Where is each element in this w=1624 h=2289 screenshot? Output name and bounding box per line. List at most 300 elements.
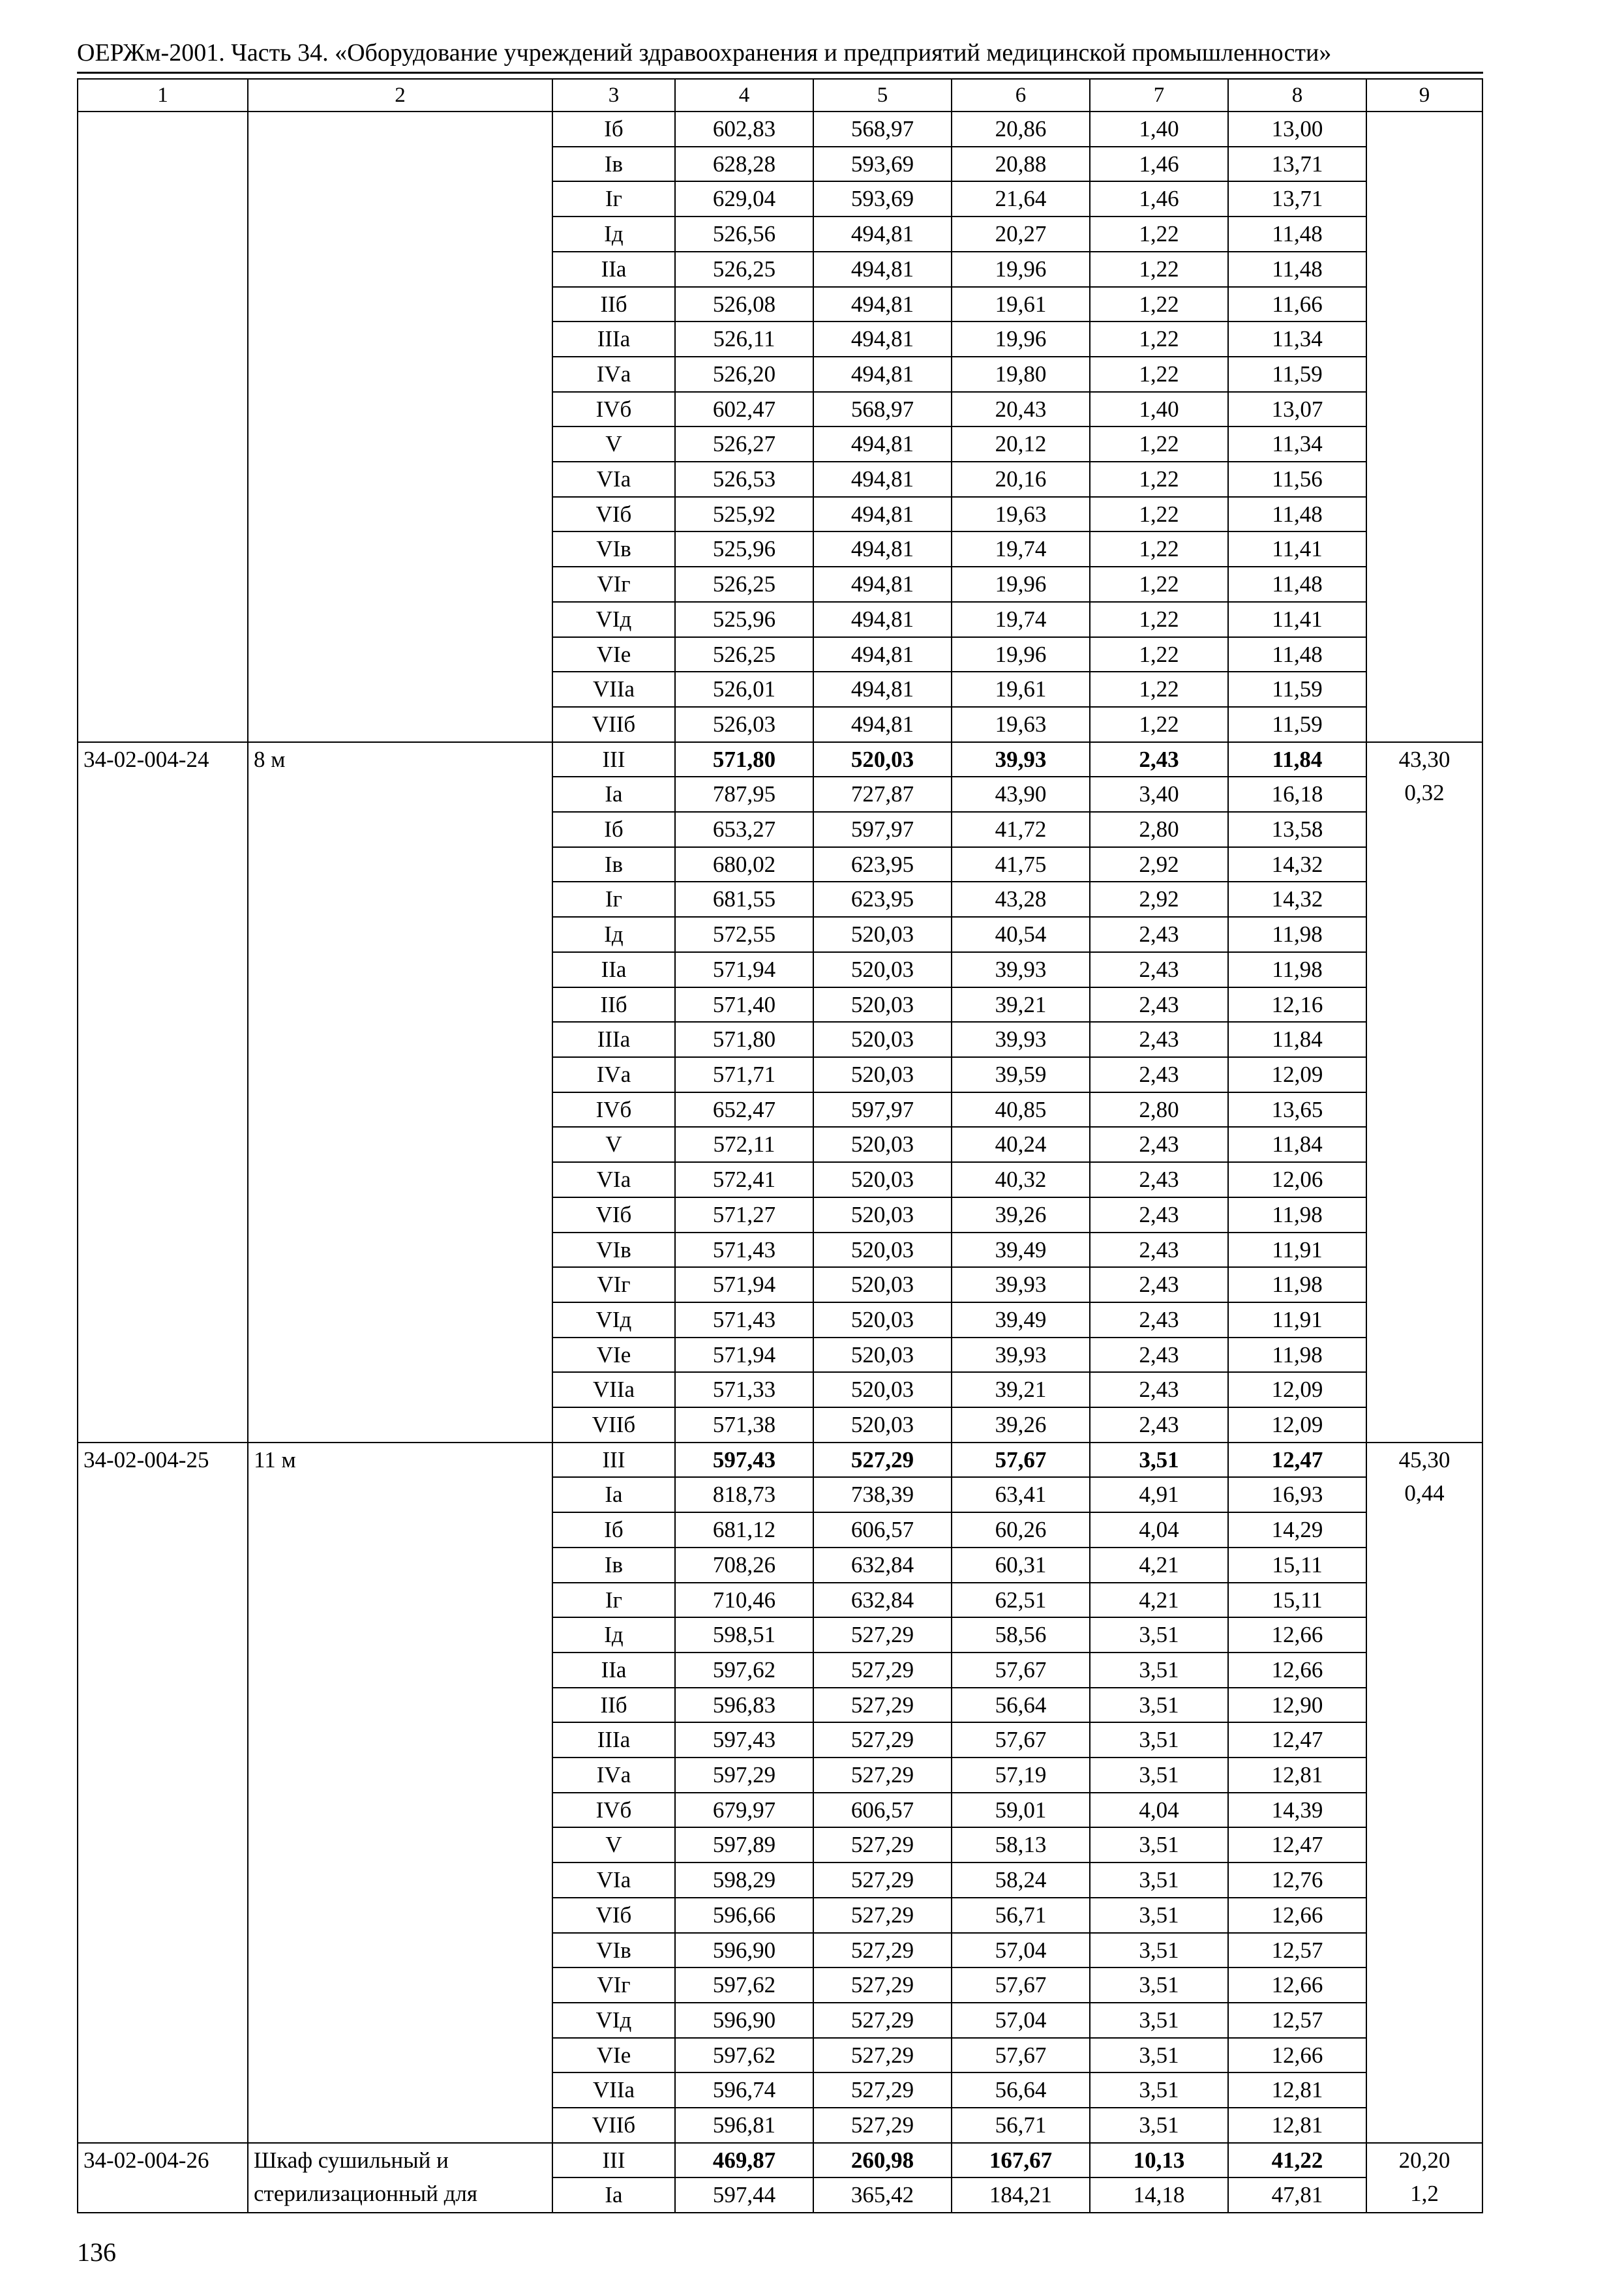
cost-machines-cell: 57,04 bbox=[952, 2003, 1090, 2038]
zone-cell: VIг bbox=[552, 1967, 675, 2003]
cost-operators-cell: 1,22 bbox=[1090, 672, 1228, 707]
table-row bbox=[78, 112, 1482, 147]
zone-cell: Iб bbox=[552, 1512, 675, 1548]
cost-total-cell: 598,29 bbox=[675, 1863, 813, 1898]
cost-materials-cell: 12,66 bbox=[1228, 1898, 1366, 1933]
cost-operators-cell: 3,51 bbox=[1090, 1933, 1228, 1968]
cost-machines-cell: 19,63 bbox=[952, 497, 1090, 532]
cost-total-cell: 598,51 bbox=[675, 1617, 813, 1653]
cost-total-cell: 597,62 bbox=[675, 1967, 813, 2003]
cost-labor-cell: 520,03 bbox=[813, 1162, 952, 1197]
cost-total-cell: 572,41 bbox=[675, 1162, 813, 1197]
cost-materials-cell: 12,66 bbox=[1228, 1617, 1366, 1653]
column-number: 5 bbox=[813, 79, 952, 112]
cost-operators-cell: 1,22 bbox=[1090, 531, 1228, 567]
cost-materials-cell: 41,22 bbox=[1228, 2143, 1366, 2178]
cost-materials-cell: 12,47 bbox=[1228, 1827, 1366, 1863]
cost-machines-cell: 57,67 bbox=[952, 2038, 1090, 2073]
cost-labor-cell: 494,81 bbox=[813, 357, 952, 392]
cost-materials-cell: 12,81 bbox=[1228, 1758, 1366, 1793]
cost-operators-cell: 1,22 bbox=[1090, 497, 1228, 532]
cost-total-cell: 572,55 bbox=[675, 917, 813, 952]
cost-total-cell: 526,01 bbox=[675, 672, 813, 707]
zone-cell: VIа bbox=[552, 1863, 675, 1898]
cost-labor-cell: 527,29 bbox=[813, 1898, 952, 1933]
item-name: 8 м bbox=[248, 742, 552, 1443]
cost-operators-cell: 2,43 bbox=[1090, 1372, 1228, 1407]
cost-materials-cell: 11,98 bbox=[1228, 917, 1366, 952]
cost-total-cell: 469,87 bbox=[675, 2143, 813, 2178]
cost-machines-cell: 43,90 bbox=[952, 777, 1090, 812]
cost-operators-cell: 1,40 bbox=[1090, 112, 1228, 147]
cost-total-cell: 571,71 bbox=[675, 1057, 813, 1092]
cost-operators-cell: 2,43 bbox=[1090, 1022, 1228, 1057]
cost-labor-cell: 494,81 bbox=[813, 567, 952, 602]
zone-cell: VIа bbox=[552, 1162, 675, 1197]
cost-materials-cell: 11,59 bbox=[1228, 672, 1366, 707]
cost-total-cell: 680,02 bbox=[675, 847, 813, 882]
cost-operators-cell: 1,22 bbox=[1090, 287, 1228, 322]
cost-total-cell: 597,43 bbox=[675, 1722, 813, 1758]
cost-labor-cell: 520,03 bbox=[813, 952, 952, 987]
cost-operators-cell: 2,43 bbox=[1090, 1233, 1228, 1268]
cost-machines-cell: 20,27 bbox=[952, 217, 1090, 252]
cost-operators-cell: 3,51 bbox=[1090, 2003, 1228, 2038]
zone-cell: Iб bbox=[552, 112, 675, 147]
cost-machines-cell: 56,71 bbox=[952, 2108, 1090, 2143]
cost-materials-cell: 12,47 bbox=[1228, 1722, 1366, 1758]
cost-labor-cell: 520,03 bbox=[813, 987, 952, 1023]
cost-labor-cell: 606,57 bbox=[813, 1512, 952, 1548]
cost-machines-cell: 21,64 bbox=[952, 181, 1090, 217]
cost-labor-cell: 520,03 bbox=[813, 1372, 952, 1407]
zone-cell: IIа bbox=[552, 252, 675, 287]
labor-cell bbox=[1366, 2143, 1482, 2213]
cost-total-cell: 596,90 bbox=[675, 1933, 813, 1968]
cost-total-cell: 571,94 bbox=[675, 1267, 813, 1302]
cost-materials-cell: 12,81 bbox=[1228, 2108, 1366, 2143]
cost-operators-cell: 2,43 bbox=[1090, 1338, 1228, 1373]
cost-operators-cell: 2,43 bbox=[1090, 1057, 1228, 1092]
cost-materials-cell: 11,84 bbox=[1228, 742, 1366, 777]
cost-machines-cell: 56,64 bbox=[952, 1688, 1090, 1723]
labor-value: 1,2 bbox=[1410, 2181, 1439, 2207]
cost-materials-cell: 12,09 bbox=[1228, 1407, 1366, 1443]
zone-cell: Iд bbox=[552, 917, 675, 952]
zone-cell: IIб bbox=[552, 987, 675, 1023]
cost-machines-cell: 39,49 bbox=[952, 1302, 1090, 1338]
cost-total-cell: 596,74 bbox=[675, 2072, 813, 2108]
cost-labor-cell: 520,03 bbox=[813, 1057, 952, 1092]
cost-labor-cell: 527,29 bbox=[813, 1967, 952, 2003]
cost-materials-cell: 11,48 bbox=[1228, 217, 1366, 252]
column-number: 7 bbox=[1090, 79, 1228, 112]
cost-materials-cell: 11,34 bbox=[1228, 322, 1366, 357]
cost-total-cell: 571,27 bbox=[675, 1197, 813, 1233]
zone-cell: Iв bbox=[552, 147, 675, 182]
cost-machines-cell: 56,64 bbox=[952, 2072, 1090, 2108]
cost-total-cell: 597,62 bbox=[675, 2038, 813, 2073]
zone-cell: IIIа bbox=[552, 1722, 675, 1758]
cost-machines-cell: 40,24 bbox=[952, 1127, 1090, 1162]
cost-operators-cell: 1,46 bbox=[1090, 181, 1228, 217]
cost-operators-cell: 2,43 bbox=[1090, 1162, 1228, 1197]
cost-total-cell: 818,73 bbox=[675, 1477, 813, 1512]
cost-operators-cell: 2,43 bbox=[1090, 1197, 1228, 1233]
cost-materials-cell: 16,93 bbox=[1228, 1477, 1366, 1512]
cost-machines-cell: 39,59 bbox=[952, 1057, 1090, 1092]
zone-cell: VIг bbox=[552, 567, 675, 602]
cost-total-cell: 596,90 bbox=[675, 2003, 813, 2038]
cost-machines-cell: 56,71 bbox=[952, 1898, 1090, 1933]
header-rule bbox=[77, 72, 1483, 74]
cost-materials-cell: 47,81 bbox=[1228, 2177, 1366, 2213]
cost-operators-cell: 3,51 bbox=[1090, 1967, 1228, 2003]
cost-labor-cell: 568,97 bbox=[813, 112, 952, 147]
cost-materials-cell: 11,48 bbox=[1228, 637, 1366, 672]
cost-machines-cell: 57,67 bbox=[952, 1722, 1090, 1758]
cost-total-cell: 652,47 bbox=[675, 1092, 813, 1128]
cost-machines-cell: 19,61 bbox=[952, 287, 1090, 322]
zone-cell: IIб bbox=[552, 287, 675, 322]
cost-total-cell: 571,80 bbox=[675, 742, 813, 777]
cost-labor-cell: 527,29 bbox=[813, 1933, 952, 1968]
cost-machines-cell: 19,74 bbox=[952, 602, 1090, 637]
cost-materials-cell: 11,98 bbox=[1228, 1338, 1366, 1373]
cost-labor-cell: 494,81 bbox=[813, 602, 952, 637]
cost-labor-cell: 597,97 bbox=[813, 1092, 952, 1128]
zone-cell: VIIа bbox=[552, 2072, 675, 2108]
cost-total-cell: 526,25 bbox=[675, 567, 813, 602]
zone-cell: Iд bbox=[552, 217, 675, 252]
cost-operators-cell: 3,51 bbox=[1090, 2038, 1228, 2073]
zone-cell: IIIа bbox=[552, 1022, 675, 1057]
zone-cell: IIб bbox=[552, 1688, 675, 1723]
cost-labor-cell: 260,98 bbox=[813, 2143, 952, 2178]
cost-total-cell: 526,56 bbox=[675, 217, 813, 252]
zone-cell: VIIа bbox=[552, 1372, 675, 1407]
cost-labor-cell: 597,97 bbox=[813, 812, 952, 847]
column-number-row bbox=[78, 79, 1482, 112]
cost-materials-cell: 12,16 bbox=[1228, 987, 1366, 1023]
zone-cell: Iа bbox=[552, 2177, 675, 2213]
cost-total-cell: 526,20 bbox=[675, 357, 813, 392]
zone-cell: Iа bbox=[552, 1477, 675, 1512]
cost-labor-cell: 632,84 bbox=[813, 1583, 952, 1618]
page-number: 136 bbox=[77, 2237, 116, 2267]
cost-labor-cell: 527,29 bbox=[813, 1653, 952, 1688]
zone-cell: VIд bbox=[552, 1302, 675, 1338]
cost-operators-cell: 3,40 bbox=[1090, 777, 1228, 812]
cost-operators-cell: 4,21 bbox=[1090, 1548, 1228, 1583]
labor-cell bbox=[1366, 742, 1482, 1443]
labor-value: 20,20 bbox=[1398, 2147, 1451, 2173]
zone-cell: Iв bbox=[552, 847, 675, 882]
cost-total-cell: 708,26 bbox=[675, 1548, 813, 1583]
table-row bbox=[78, 1443, 1482, 1478]
cost-operators-cell: 3,51 bbox=[1090, 1617, 1228, 1653]
cost-labor-cell: 527,29 bbox=[813, 1863, 952, 1898]
zone-cell: VIв bbox=[552, 1233, 675, 1268]
cost-machines-cell: 39,21 bbox=[952, 1372, 1090, 1407]
labor-value: 0,44 bbox=[1404, 1480, 1445, 1506]
cost-operators-cell: 1,22 bbox=[1090, 322, 1228, 357]
cost-labor-cell: 527,29 bbox=[813, 1688, 952, 1723]
cost-machines-cell: 167,67 bbox=[952, 2143, 1090, 2178]
cost-labor-cell: 494,81 bbox=[813, 462, 952, 497]
cost-operators-cell: 1,46 bbox=[1090, 147, 1228, 182]
cost-machines-cell: 19,96 bbox=[952, 322, 1090, 357]
cost-labor-cell: 494,81 bbox=[813, 531, 952, 567]
cost-labor-cell: 606,57 bbox=[813, 1793, 952, 1828]
cost-machines-cell: 57,67 bbox=[952, 1443, 1090, 1478]
zone-cell: V bbox=[552, 1127, 675, 1162]
cost-total-cell: 597,44 bbox=[675, 2177, 813, 2213]
cost-total-cell: 597,62 bbox=[675, 1653, 813, 1688]
cost-total-cell: 571,94 bbox=[675, 1338, 813, 1373]
cost-total-cell: 526,25 bbox=[675, 252, 813, 287]
cost-operators-cell: 1,22 bbox=[1090, 567, 1228, 602]
cost-materials-cell: 14,29 bbox=[1228, 1512, 1366, 1548]
cost-machines-cell: 39,26 bbox=[952, 1407, 1090, 1443]
cost-operators-cell: 3,51 bbox=[1090, 1758, 1228, 1793]
column-number: 8 bbox=[1228, 79, 1366, 112]
labor-value: 43,30 bbox=[1398, 746, 1451, 772]
cost-labor-cell: 494,81 bbox=[813, 426, 952, 462]
cost-materials-cell: 13,65 bbox=[1228, 1092, 1366, 1128]
zone-cell: Iг bbox=[552, 1583, 675, 1618]
zone-cell: IIIа bbox=[552, 322, 675, 357]
cost-total-cell: 602,47 bbox=[675, 392, 813, 427]
cost-total-cell: 597,43 bbox=[675, 1443, 813, 1478]
cost-labor-cell: 527,29 bbox=[813, 1617, 952, 1653]
cost-labor-cell: 527,29 bbox=[813, 1443, 952, 1478]
cost-operators-cell: 4,91 bbox=[1090, 1477, 1228, 1512]
cost-materials-cell: 12,09 bbox=[1228, 1372, 1366, 1407]
zone-cell: Iд bbox=[552, 1617, 675, 1653]
cost-total-cell: 526,53 bbox=[675, 462, 813, 497]
cost-labor-cell: 527,29 bbox=[813, 2072, 952, 2108]
cost-materials-cell: 11,34 bbox=[1228, 426, 1366, 462]
table-row bbox=[78, 742, 1482, 777]
cost-labor-cell: 520,03 bbox=[813, 1233, 952, 1268]
cost-machines-cell: 20,88 bbox=[952, 147, 1090, 182]
cost-machines-cell: 43,28 bbox=[952, 882, 1090, 917]
cost-machines-cell: 57,67 bbox=[952, 1653, 1090, 1688]
cost-operators-cell: 2,43 bbox=[1090, 987, 1228, 1023]
cost-materials-cell: 11,84 bbox=[1228, 1127, 1366, 1162]
cost-labor-cell: 494,81 bbox=[813, 322, 952, 357]
cost-operators-cell: 4,21 bbox=[1090, 1583, 1228, 1618]
cost-total-cell: 597,89 bbox=[675, 1827, 813, 1863]
cost-operators-cell: 14,18 bbox=[1090, 2177, 1228, 2213]
cost-operators-cell: 2,43 bbox=[1090, 1267, 1228, 1302]
cost-machines-cell: 19,63 bbox=[952, 707, 1090, 742]
cost-machines-cell: 39,49 bbox=[952, 1233, 1090, 1268]
zone-cell: VIв bbox=[552, 1933, 675, 1968]
cost-labor-cell: 527,29 bbox=[813, 2038, 952, 2073]
cost-materials-cell: 11,56 bbox=[1228, 462, 1366, 497]
cost-machines-cell: 59,01 bbox=[952, 1793, 1090, 1828]
cost-labor-cell: 527,29 bbox=[813, 1827, 952, 1863]
column-number: 6 bbox=[952, 79, 1090, 112]
cost-materials-cell: 13,07 bbox=[1228, 392, 1366, 427]
cost-labor-cell: 623,95 bbox=[813, 882, 952, 917]
cost-labor-cell: 494,81 bbox=[813, 217, 952, 252]
cost-materials-cell: 12,09 bbox=[1228, 1057, 1366, 1092]
cost-materials-cell: 11,48 bbox=[1228, 252, 1366, 287]
cost-machines-cell: 20,16 bbox=[952, 462, 1090, 497]
cost-total-cell: 571,80 bbox=[675, 1022, 813, 1057]
cost-machines-cell: 58,56 bbox=[952, 1617, 1090, 1653]
cost-labor-cell: 593,69 bbox=[813, 181, 952, 217]
cost-materials-cell: 14,32 bbox=[1228, 882, 1366, 917]
cost-operators-cell: 2,80 bbox=[1090, 1092, 1228, 1128]
cost-machines-cell: 39,93 bbox=[952, 1338, 1090, 1373]
cost-operators-cell: 3,51 bbox=[1090, 1653, 1228, 1688]
cost-total-cell: 572,11 bbox=[675, 1127, 813, 1162]
zone-cell: Iг bbox=[552, 181, 675, 217]
zone-cell: VIIб bbox=[552, 1407, 675, 1443]
zone-cell: VIе bbox=[552, 1338, 675, 1373]
cost-labor-cell: 520,03 bbox=[813, 1022, 952, 1057]
cost-labor-cell: 593,69 bbox=[813, 147, 952, 182]
labor-value: 45,30 bbox=[1398, 1446, 1451, 1473]
cost-labor-cell: 494,81 bbox=[813, 637, 952, 672]
zone-cell: IVб bbox=[552, 1092, 675, 1128]
cost-labor-cell: 494,81 bbox=[813, 672, 952, 707]
cost-machines-cell: 58,13 bbox=[952, 1827, 1090, 1863]
cost-operators-cell: 3,51 bbox=[1090, 1722, 1228, 1758]
cost-materials-cell: 11,98 bbox=[1228, 1267, 1366, 1302]
zone-cell: IVб bbox=[552, 392, 675, 427]
cost-machines-cell: 57,04 bbox=[952, 1933, 1090, 1968]
cost-total-cell: 571,43 bbox=[675, 1302, 813, 1338]
cost-materials-cell: 14,39 bbox=[1228, 1793, 1366, 1828]
cost-machines-cell: 19,96 bbox=[952, 567, 1090, 602]
item-code bbox=[78, 112, 248, 742]
zone-cell: VIе bbox=[552, 637, 675, 672]
zone-cell: III bbox=[552, 742, 675, 777]
cost-machines-cell: 19,80 bbox=[952, 357, 1090, 392]
cost-machines-cell: 39,93 bbox=[952, 1267, 1090, 1302]
zone-cell: VIIб bbox=[552, 2108, 675, 2143]
cost-materials-cell: 12,66 bbox=[1228, 2038, 1366, 2073]
cost-machines-cell: 57,67 bbox=[952, 1967, 1090, 2003]
item-name bbox=[248, 112, 552, 742]
cost-labor-cell: 738,39 bbox=[813, 1477, 952, 1512]
cost-operators-cell: 3,51 bbox=[1090, 1688, 1228, 1723]
cost-materials-cell: 11,41 bbox=[1228, 602, 1366, 637]
cost-labor-cell: 520,03 bbox=[813, 1302, 952, 1338]
cost-materials-cell: 11,41 bbox=[1228, 531, 1366, 567]
cost-operators-cell: 2,80 bbox=[1090, 812, 1228, 847]
cost-machines-cell: 63,41 bbox=[952, 1477, 1090, 1512]
cost-machines-cell: 39,21 bbox=[952, 987, 1090, 1023]
cost-machines-cell: 41,72 bbox=[952, 812, 1090, 847]
cost-operators-cell: 2,43 bbox=[1090, 917, 1228, 952]
cost-operators-cell: 3,51 bbox=[1090, 1898, 1228, 1933]
column-number: 3 bbox=[552, 79, 675, 112]
table-row bbox=[78, 2143, 1482, 2178]
cost-machines-cell: 40,85 bbox=[952, 1092, 1090, 1128]
cost-labor-cell: 520,03 bbox=[813, 1267, 952, 1302]
cost-materials-cell: 14,32 bbox=[1228, 847, 1366, 882]
cost-total-cell: 653,27 bbox=[675, 812, 813, 847]
cost-machines-cell: 19,96 bbox=[952, 637, 1090, 672]
cost-operators-cell: 10,13 bbox=[1090, 2143, 1228, 2178]
cost-materials-cell: 15,11 bbox=[1228, 1548, 1366, 1583]
cost-operators-cell: 2,43 bbox=[1090, 1302, 1228, 1338]
cost-operators-cell: 1,22 bbox=[1090, 602, 1228, 637]
cost-total-cell: 681,12 bbox=[675, 1512, 813, 1548]
cost-materials-cell: 11,91 bbox=[1228, 1302, 1366, 1338]
cost-total-cell: 525,96 bbox=[675, 531, 813, 567]
cost-total-cell: 628,28 bbox=[675, 147, 813, 182]
cost-total-cell: 526,08 bbox=[675, 287, 813, 322]
zone-cell: IVа bbox=[552, 1057, 675, 1092]
cost-labor-cell: 727,87 bbox=[813, 777, 952, 812]
cost-operators-cell: 2,43 bbox=[1090, 952, 1228, 987]
cost-total-cell: 525,92 bbox=[675, 497, 813, 532]
cost-labor-cell: 494,81 bbox=[813, 707, 952, 742]
cost-total-cell: 602,83 bbox=[675, 112, 813, 147]
cost-total-cell: 526,03 bbox=[675, 707, 813, 742]
cost-machines-cell: 39,26 bbox=[952, 1197, 1090, 1233]
cost-labor-cell: 623,95 bbox=[813, 847, 952, 882]
cost-machines-cell: 62,51 bbox=[952, 1583, 1090, 1618]
zone-cell: IVа bbox=[552, 357, 675, 392]
cost-total-cell: 526,11 bbox=[675, 322, 813, 357]
cost-operators-cell: 1,22 bbox=[1090, 357, 1228, 392]
cost-materials-cell: 11,66 bbox=[1228, 287, 1366, 322]
cost-total-cell: 679,97 bbox=[675, 1793, 813, 1828]
zone-cell: VIе bbox=[552, 2038, 675, 2073]
cost-labor-cell: 494,81 bbox=[813, 497, 952, 532]
cost-materials-cell: 13,71 bbox=[1228, 147, 1366, 182]
cost-labor-cell: 527,29 bbox=[813, 2108, 952, 2143]
cost-total-cell: 571,33 bbox=[675, 1372, 813, 1407]
zone-cell: VIг bbox=[552, 1267, 675, 1302]
cost-materials-cell: 12,66 bbox=[1228, 1653, 1366, 1688]
cost-machines-cell: 39,93 bbox=[952, 742, 1090, 777]
cost-materials-cell: 11,91 bbox=[1228, 1233, 1366, 1268]
cost-materials-cell: 15,11 bbox=[1228, 1583, 1366, 1618]
zone-cell: Iа bbox=[552, 777, 675, 812]
cost-machines-cell: 40,32 bbox=[952, 1162, 1090, 1197]
cost-materials-cell: 12,90 bbox=[1228, 1688, 1366, 1723]
zone-cell: VIв bbox=[552, 531, 675, 567]
cost-operators-cell: 3,51 bbox=[1090, 1443, 1228, 1478]
cost-materials-cell: 13,58 bbox=[1228, 812, 1366, 847]
cost-operators-cell: 3,51 bbox=[1090, 1863, 1228, 1898]
cost-total-cell: 596,81 bbox=[675, 2108, 813, 2143]
cost-materials-cell: 12,47 bbox=[1228, 1443, 1366, 1478]
item-name: Шкаф сушильный и стерилизационный для bbox=[248, 2143, 552, 2213]
cost-labor-cell: 494,81 bbox=[813, 287, 952, 322]
zone-cell: VIб bbox=[552, 1898, 675, 1933]
zone-cell: V bbox=[552, 426, 675, 462]
cost-total-cell: 526,25 bbox=[675, 637, 813, 672]
cost-materials-cell: 11,98 bbox=[1228, 1197, 1366, 1233]
cost-labor-cell: 520,03 bbox=[813, 1127, 952, 1162]
cost-machines-cell: 58,24 bbox=[952, 1863, 1090, 1898]
cost-operators-cell: 1,22 bbox=[1090, 252, 1228, 287]
zone-cell: Iв bbox=[552, 1548, 675, 1583]
cost-operators-cell: 4,04 bbox=[1090, 1793, 1228, 1828]
cost-labor-cell: 520,03 bbox=[813, 1407, 952, 1443]
cost-labor-cell: 568,97 bbox=[813, 392, 952, 427]
